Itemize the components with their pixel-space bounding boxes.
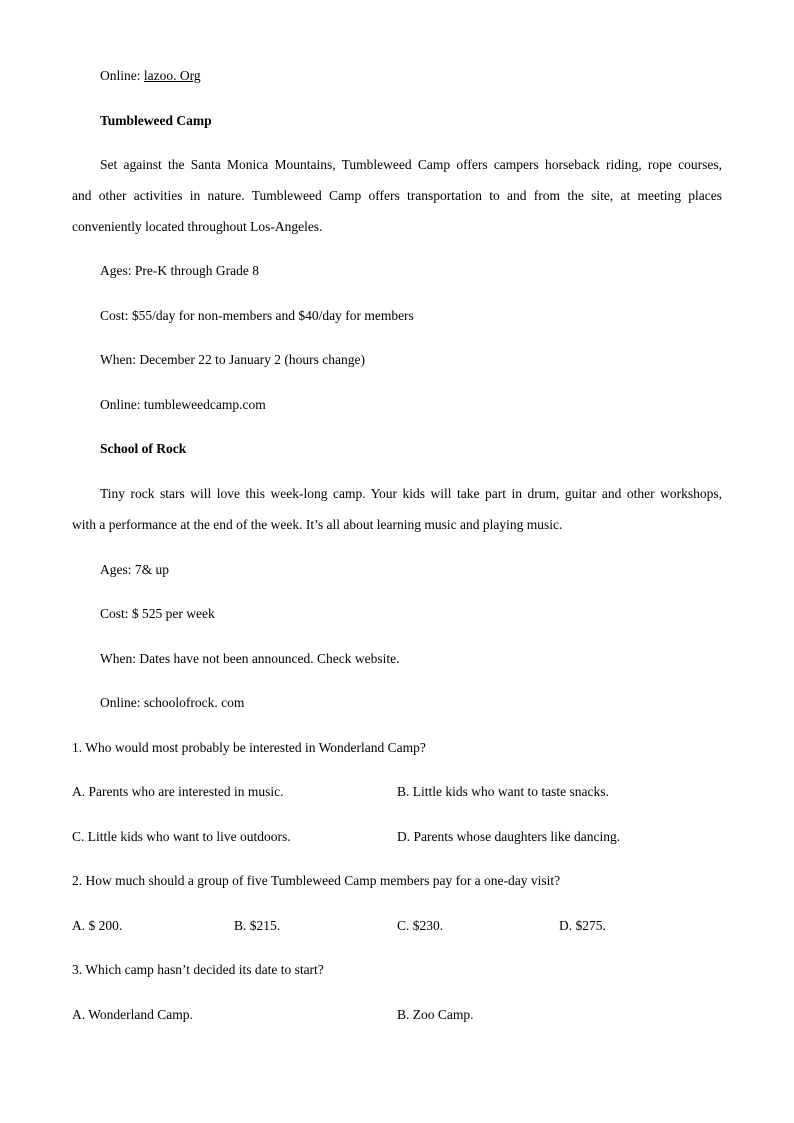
question-3-stem: 3. Which camp hasn’t decided its date to start?	[72, 962, 324, 977]
question-1-option-b: B. Little kids who want to taste snacks.	[397, 784, 609, 799]
tumbleweed-cost: Cost: $55/day for non-members and $40/day for members	[100, 308, 414, 323]
tumbleweed-desc-line-3: conveniently located throughout Los-Angeles.	[72, 219, 323, 234]
tumbleweed-online: Online: tumbleweedcamp.com	[100, 397, 266, 412]
question-2-option-b: B. $215.	[234, 918, 281, 933]
school-of-rock-when: When: Dates have not been announced. Check website.	[100, 651, 400, 666]
question-1-option-c: C. Little kids who want to live outdoors.	[72, 829, 291, 844]
school-of-rock-desc-line-1: Tiny rock stars will love this week-long camp. Your kids will take part in drum, guitar and other workshops,	[100, 486, 722, 501]
school-of-rock-desc-line-2: with a performance at the end of the week. It’s all about learning music and playing music.	[72, 517, 563, 532]
school-of-rock-heading: School of Rock	[100, 441, 187, 456]
question-2-option-c: C. $230.	[397, 918, 444, 933]
question-3-option-b: B. Zoo Camp.	[397, 1007, 474, 1022]
tumbleweed-ages: Ages: Pre-K through Grade 8	[100, 263, 259, 278]
tumbleweed-when: When: December 22 to January 2 (hours change)	[100, 352, 366, 367]
question-2-stem: 2. How much should a group of five Tumbleweed Camp members pay for a one-day visit?	[72, 873, 561, 888]
tumbleweed-desc-line-2: and other activities in nature. Tumbleweed Camp offers transportation to and from the site, at meeting places	[72, 188, 722, 203]
tumbleweed-camp-heading: Tumbleweed Camp	[100, 113, 212, 128]
question-1-option-d: D. Parents whose daughters like dancing.	[397, 829, 621, 844]
question-2-option-a: A. $ 200.	[72, 918, 123, 933]
question-3-option-a: A. Wonderland Camp.	[72, 1007, 193, 1022]
question-2-option-d: D. $275.	[559, 918, 606, 933]
wonderland-online-line	[100, 68, 201, 84]
school-of-rock-ages: Ages: 7& up	[100, 562, 169, 577]
online-label: Online:	[100, 68, 141, 83]
school-of-rock-cost: Cost: $ 525 per week	[100, 606, 215, 621]
question-1-stem: 1. Who would most probably be interested in Wonderland Camp?	[72, 740, 426, 755]
lazoo-link[interactable]: lazoo. Org	[143, 68, 201, 83]
school-of-rock-online: Online: schoolofrock. com	[100, 695, 245, 710]
tumbleweed-desc-line-1: Set against the Santa Monica Mountains, Tumbleweed Camp offers campers horseback riding, rope courses,	[100, 157, 722, 172]
question-1-option-a: A. Parents who are interested in music.	[72, 784, 284, 799]
